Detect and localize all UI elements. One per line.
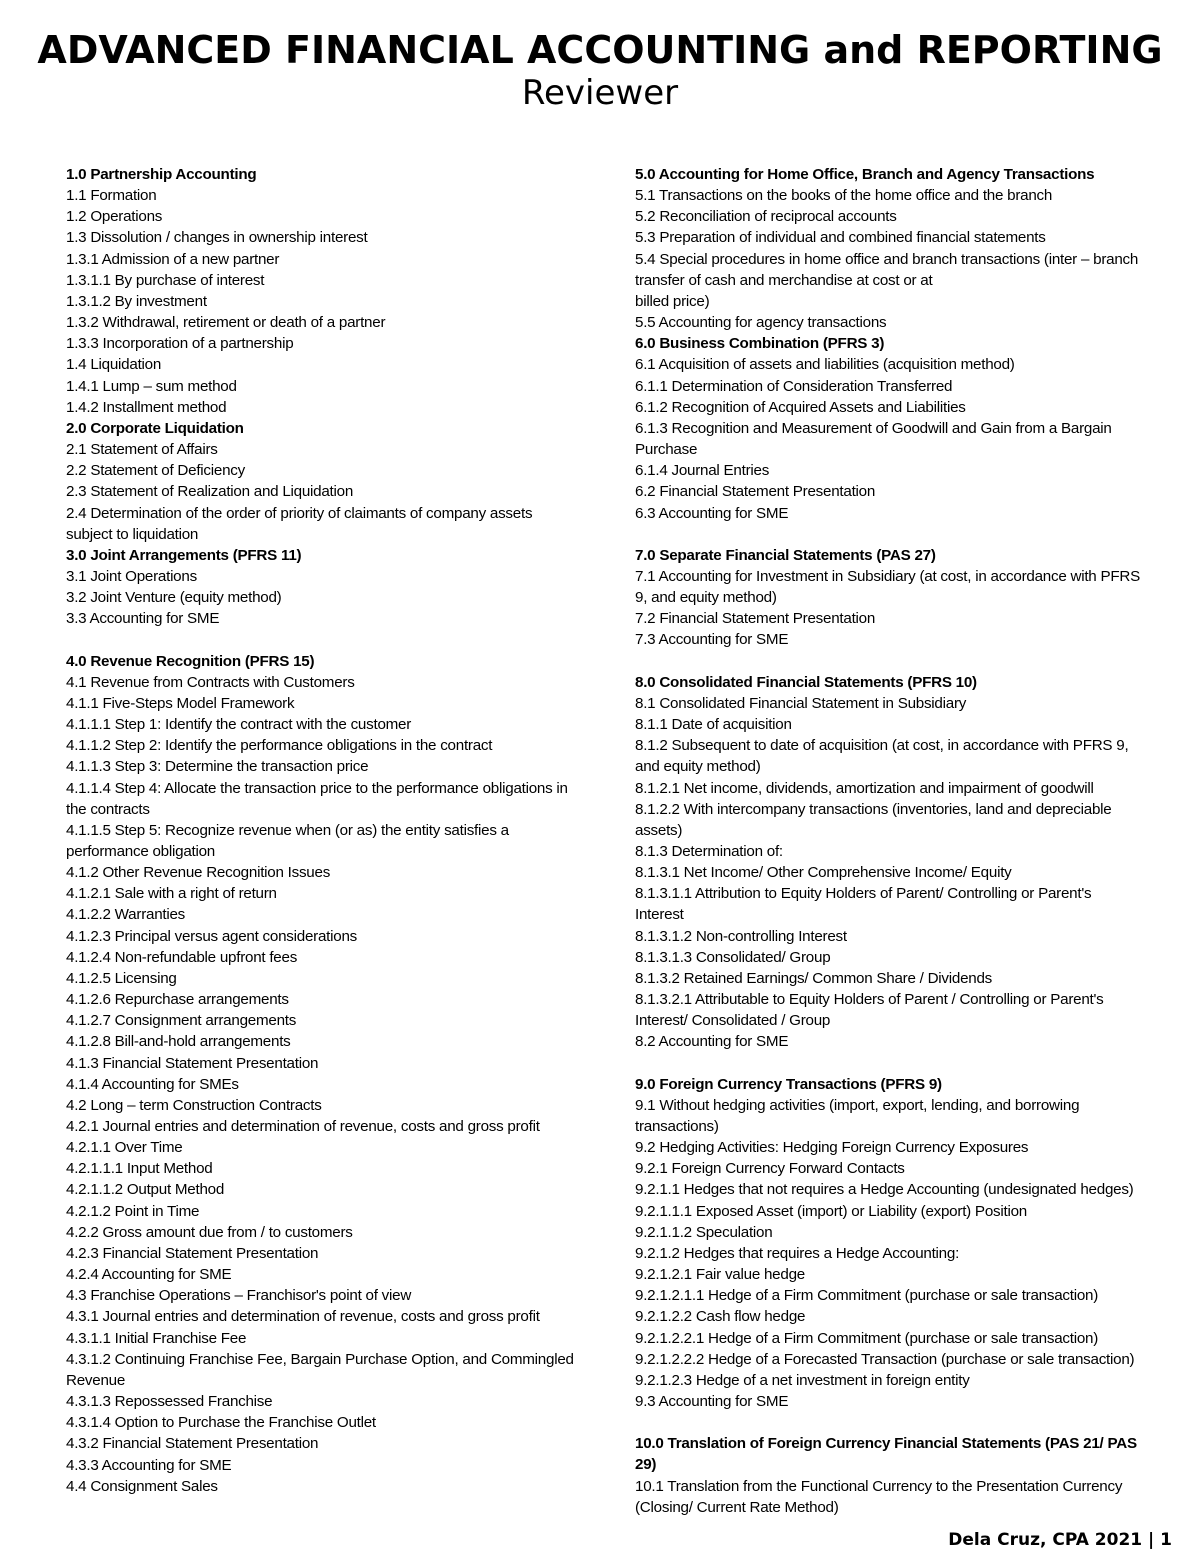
section-heading: 3.0 Joint Arrangements (PFRS 11) [66,546,302,564]
outline-item: 4.1.1.3 Step 3: Determine the transaction price [66,758,369,776]
outline-item: 1.4 Liquidation [66,356,162,374]
outline-item: 4.1.4 Accounting for SMEs [66,1075,239,1093]
outline-item: transfer of cash and merchandise at cost or at [635,271,933,289]
outline-item: 4.2.4 Accounting for SME [66,1266,232,1284]
outline-item: 4.1.1.1 Step 1: Identify the contract with the customer [66,716,412,734]
section-heading: 10.0 Translation of Foreign Currency Financial Statements (PAS 21/ PAS 29) [635,1435,1137,1474]
outline-item: 4.1.2 Other Revenue Recognition Issues [66,864,331,882]
document-subtitle: Reviewer [521,73,679,113]
outline-item: 7.3 Accounting for SME [635,631,789,649]
outline-item: 7.2 Financial Statement Presentation [635,610,876,628]
outline-item: 9.2.1.1 Hedges that not requires a Hedge Accounting (undesignated hedges) [635,1181,1134,1199]
outline-item: 2.1 Statement of Affairs [66,441,218,459]
outline-item: 4.1.2.1 Sale with a right of return [66,885,277,903]
outline-item: 9.2.1.2.2.1 Hedge of a Firm Commitment (purchase or sale transaction) [635,1329,1099,1347]
outline-item: 4.2.3 Financial Statement Presentation [66,1244,319,1262]
outline-item: 1.3.2 Withdrawal, retirement or death of a partner [66,314,386,332]
outline-item: 5.1 Transactions on the books of the home office and the branch [635,187,1053,205]
outline-item: 8.1.1 Date of acquisition [635,716,792,734]
outline-item: 4.3.1.2 Continuing Franchise Fee, Bargain Purchase Option, and Commingled Revenue [66,1350,574,1389]
outline-item: 5.5 Accounting for agency transactions [635,314,887,332]
section-heading: 9.0 Foreign Currency Transactions (PFRS 9) [635,1075,942,1093]
outline-item: 6.3 Accounting for SME [635,504,789,522]
outline-item: 5.3 Preparation of individual and combined financial statements [635,229,1046,247]
outline-item: 1.3.1.2 By investment [66,292,207,310]
outline-item: 7.1 Accounting for Investment in Subsidiary (at cost, in accordance with PFRS 9, and equity method) [635,567,1140,607]
outline-item: 9.2.1.1.1 Exposed Asset (import) or Liability (export) Position [635,1202,1027,1220]
outline-item: 8.1.3.1.3 Consolidated/ Group [635,948,831,966]
outline-item: 4.1.2.7 Consignment arrangements [66,1012,297,1030]
section-heading: 2.0 Corporate Liquidation [66,419,244,437]
outline-item: 4.3.1.4 Option to Purchase the Franchise Outlet [66,1414,376,1432]
outline-item: 4.2.1.1.1 Input Method [66,1160,213,1178]
outline-item: 4.1.2.4 Non-refundable upfront fees [66,948,298,966]
document-title: ADVANCED FINANCIAL ACCOUNTING and REPORTING [37,28,1163,72]
outline-item: 1.3.3 Incorporation of a partnership [66,335,294,353]
section-heading: 4.0 Revenue Recognition (PFRS 15) [66,652,315,670]
outline-item: 8.1.3.1.1 Attribution to Equity Holders of Parent/ Controlling or Parent's Interest [635,885,1092,924]
outline-item: 1.3.1.1 By purchase of interest [66,271,265,289]
outline-item: 10.1 Translation from the Functional Currency to the Presentation Currency (Closing/ Current Rate Method) [635,1477,1123,1516]
outline-item: 8.1.2.2 With intercompany transactions (inventories, land and depreciable assets) [635,800,1112,839]
blank-line [635,651,1140,672]
section-heading: 8.0 Consolidated Financial Statements (PFRS 10) [635,673,977,691]
outline-item: 1.3 Dissolution / changes in ownership interest [66,229,368,247]
outline-item: 1.2 Operations [66,208,163,226]
outline-item: 9.2.1.2.1 Fair value hedge [635,1266,805,1284]
outline-item: 6.1.2 Recognition of Acquired Assets and Liabilities [635,398,966,416]
outline-item: 4.2.1.1.2 Output Method [66,1181,225,1199]
outline-item: 4.3.3 Accounting for SME [66,1456,232,1474]
outline-item: 4.3.2 Financial Statement Presentation [66,1435,319,1453]
left-column [66,164,576,1497]
outline-item: 4.4 Consignment Sales [66,1477,218,1495]
outline-item: 1.1 Formation [66,187,157,205]
outline-item: 4.1.1 Five-Steps Model Framework [66,694,295,712]
outline-item: 8.1 Consolidated Financial Statement in Subsidiary [635,694,967,712]
outline-item: 6.1.4 Journal Entries [635,462,770,480]
outline-item: 1.4.1 Lump – sum method [66,377,237,395]
outline-item: 9.1 Without hedging activities (import, export, lending, and borrowing transactions) [635,1096,1080,1135]
outline-item: 4.1.2.5 Licensing [66,969,177,987]
outline-item: 4.1.3 Financial Statement Presentation [66,1054,319,1072]
outline-item: 2.4 Determination of the order of priority of claimants of company assets subject to liquidation [66,504,533,543]
outline-item: 4.1.2.8 Bill-and-hold arrangements [66,1033,291,1051]
outline-item: 1.4.2 Installment method [66,398,227,416]
outline-item: 4.3.1 Journal entries and determination of revenue, costs and gross profit [66,1308,540,1326]
outline-item: 9.2.1.2.2 Cash flow hedge [635,1308,806,1326]
outline-item: 9.2.1 Foreign Currency Forward Contacts [635,1160,905,1178]
blank-line [66,629,576,650]
outline-item: 4.1.1.2 Step 2: Identify the performance obligations in the contract [66,737,493,755]
section-heading: 6.0 Business Combination (PFRS 3) [635,335,885,353]
outline-item: 4.3.1.1 Initial Franchise Fee [66,1329,247,1347]
outline-item: 9.2.1.2.1.1 Hedge of a Firm Commitment (purchase or sale transaction) [635,1287,1099,1305]
section-heading: 1.0 Partnership Accounting [66,166,257,183]
outline-item: 4.1.2.6 Repurchase arrangements [66,991,289,1009]
outline-item: 4.1.1.4 Step 4: Allocate the transaction price to the performance obligations in the contracts [66,779,568,818]
outline-item: 4.2.2 Gross amount due from / to customers [66,1223,353,1241]
outline-item: 9.2.1.2 Hedges that requires a Hedge Accounting: [635,1244,960,1262]
outline-item: 8.1.2 Subsequent to date of acquisition (at cost, in accordance with PFRS 9, and equity method) [635,737,1129,776]
outline-item: 9.2.1.1.2 Speculation [635,1223,773,1241]
outline-item: 3.2 Joint Venture (equity method) [66,589,282,607]
outline-item: 4.1 Revenue from Contracts with Customers [66,673,355,691]
outline-item: 4.1.2.2 Warranties [66,906,186,924]
outline-item: 4.2 Long – term Construction Contracts [66,1096,322,1114]
page-footer: Dela Cruz, CPA 2021 | 1 [948,1530,1172,1550]
outline-item: 5.4 Special procedures in home office and branch transactions (inter – branch [635,250,1139,268]
outline-item: 2.2 Statement of Deficiency [66,462,245,480]
outline-item: 8.1.3.2 Retained Earnings/ Common Share / Dividends [635,969,993,987]
outline-item: 4.2.1.2 Point in Time [66,1202,200,1220]
right-column [635,164,1140,1518]
blank-line [635,524,1140,545]
outline-item: 9.2 Hedging Activities: Hedging Foreign Currency Exposures [635,1139,1029,1157]
outline-item: 8.1.3.1.2 Non-controlling Interest [635,927,847,945]
outline-item: 6.1 Acquisition of assets and liabilities (acquisition method) [635,356,1015,374]
outline-item: 8.1.3.1 Net Income/ Other Comprehensive Income/ Equity [635,864,1012,882]
outline-item: 5.2 Reconciliation of reciprocal accounts [635,208,897,226]
outline-item: 9.3 Accounting for SME [635,1393,789,1411]
outline-item: 4.1.2.3 Principal versus agent considerations [66,927,357,945]
outline-item: 4.2.1.1 Over Time [66,1139,183,1157]
outline-item: 2.3 Statement of Realization and Liquidation [66,483,354,501]
section-heading: 5.0 Accounting for Home Office, Branch and Agency Transactions [635,166,1095,183]
blank-line [635,1053,1140,1074]
blank-line [635,1412,1140,1433]
outline-item: 4.3.1.3 Repossessed Franchise [66,1393,273,1411]
section-heading: 7.0 Separate Financial Statements (PAS 27) [635,546,936,564]
title-block [0,28,1200,114]
outline-item: 4.3 Franchise Operations – Franchisor's point of view [66,1287,412,1305]
outline-item: 8.1.3 Determination of: [635,842,783,860]
outline-item: 8.1.2.1 Net income, dividends, amortization and impairment of goodwill [635,779,1094,797]
outline-item: billed price) [635,292,710,310]
outline-item: 9.2.1.2.3 Hedge of a net investment in foreign entity [635,1371,970,1389]
outline-item: 6.1.1 Determination of Consideration Transferred [635,377,953,395]
outline-item: 3.3 Accounting for SME [66,610,220,628]
outline-item: 6.2 Financial Statement Presentation [635,483,876,501]
outline-item: 9.2.1.2.2.2 Hedge of a Forecasted Transaction (purchase or sale transaction) [635,1350,1135,1368]
outline-item: 8.1.3.2.1 Attributable to Equity Holders of Parent / Controlling or Parent's Interest/ Consolidated / Group [635,991,1104,1030]
outline-item: 6.1.3 Recognition and Measurement of Goodwill and Gain from a Bargain Purchase [635,419,1112,459]
outline-item: 1.3.1 Admission of a new partner [66,250,280,268]
outline-item: 8.2 Accounting for SME [635,1033,789,1051]
outline-item: 4.2.1 Journal entries and determination of revenue, costs and gross profit [66,1118,540,1136]
outline-item: 3.1 Joint Operations [66,567,197,585]
outline-item: 4.1.1.5 Step 5: Recognize revenue when (or as) the entity satisfies a performance obligation [66,821,509,860]
